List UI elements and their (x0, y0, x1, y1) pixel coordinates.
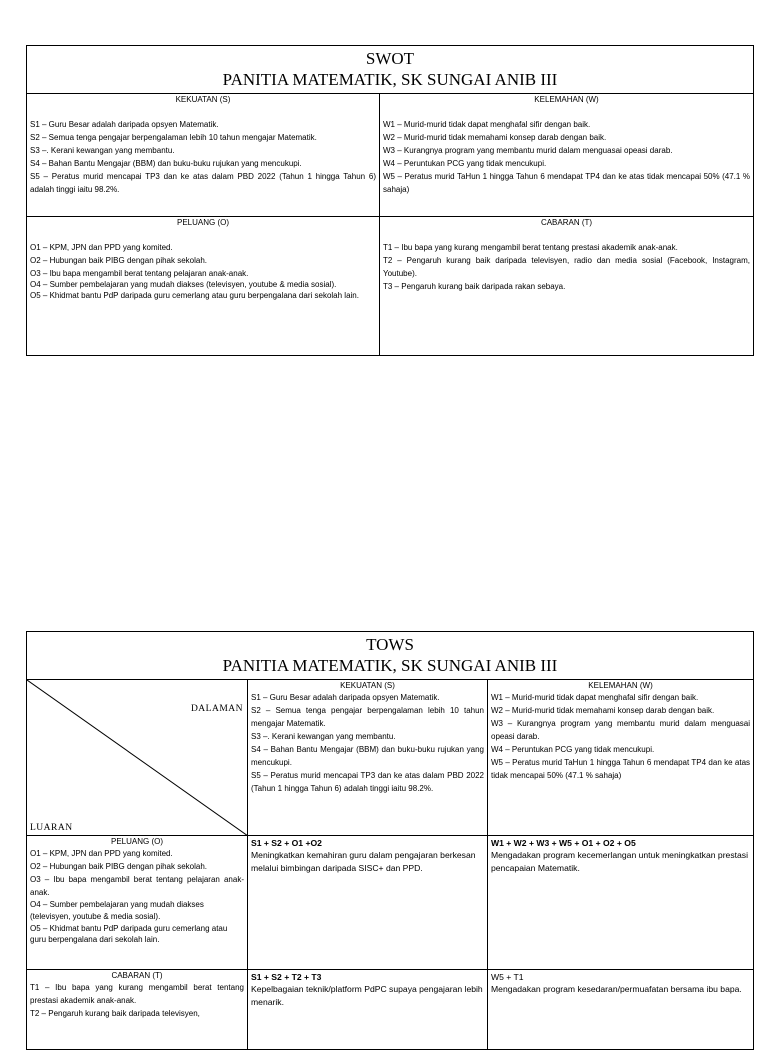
swot-weakness-item: W5 – Peratus murid TaHun 1 hingga Tahun 6 mendapat TP4 dan ke atas tidak mencapai 50% (47.1 % sahaja) (383, 172, 750, 194)
corner-label-internal: DALAMAN (190, 704, 243, 714)
swot-weakness-item: W1 – Murid-murid tidak dapat menghafal sifir dengan baik. (383, 120, 591, 129)
swot-opportunity-item: O4 – Sumber pembelajaran yang mudah diakses (televisyen, youtube & media sosial). (30, 280, 337, 289)
tows-corner-cell (27, 680, 248, 836)
swot-opportunity-item: O5 – Khidmat bantu PdP daripada guru cemerlang atau guru berpengalana dari sekolah lain. (30, 291, 359, 300)
tows-title-line2: PANITIA MATEMATIK, SK SUNGAI ANIB III (222, 656, 558, 675)
tows-opportunity-item: O1 – KPM, JPN dan PPD yang komited. (30, 849, 173, 858)
swot-threats-header: CABARAN (T) (540, 218, 593, 227)
st-strategy-label: S1 + S2 + T2 + T3 (251, 972, 322, 982)
so-strategy-label: S1 + S2 + O1 +O2 (251, 838, 322, 848)
tows-wt-cell (488, 970, 754, 1050)
tows-strength-item: S4 – Bahan Bantu Mengajar (BBM) dan buku-buku rujukan yang mencukupi. (251, 745, 484, 767)
tows-threats-cell (27, 970, 248, 1050)
swot-strength-item: S5 – Peratus murid mencapai TP3 dan ke atas dalam PBD 2022 (Tahun 1 hingga Tahun 6) adalah tinggi iaitu 98.2%. (30, 172, 376, 194)
wo-strategy-text: Mengadakan program kecemerlangan untuk meningkatkan prestasi pencapaian Matematik. (491, 850, 749, 873)
st-strategy-text: Kepelbagaian teknik/platform PdPC supaya pengajaran lebih menarik. (251, 984, 483, 1007)
swot-threat-item: T1 – Ibu bapa yang kurang mengambil berat tentang prestasi akademik anak-anak. (383, 243, 678, 252)
swot-opportunity-item: O2 – Hubungan baik PIBG dengan pihak sekolah. (30, 256, 208, 265)
swot-table (26, 45, 754, 356)
tows-threats-header: CABARAN (T) (111, 971, 163, 980)
tows-threat-item: T2 – Pengaruh kurang baik daripada televisyen, (30, 1009, 200, 1018)
swot-strength-item: S3 –. Kerani kewangan yang membantu. (30, 146, 175, 155)
swot-weakness-item: W4 – Peruntukan PCG yang tidak mencukupi. (383, 159, 547, 168)
swot-strengths-cell (27, 94, 380, 217)
tows-strength-item: S2 – Semua tenga pengajar berpengalaman lebih 10 tahun mengajar Matematik. (251, 706, 484, 728)
tows-opportunity-item: O3 – Ibu bapa mengambil berat tentang pelajaran anak-anak. (30, 875, 244, 897)
swot-title-line1: SWOT (365, 49, 415, 68)
swot-threat-item: T3 – Pengaruh kurang baik daripada rakan sebaya. (383, 282, 566, 291)
swot-opportunity-item: O3 – Ibu bapa mengambil berat tentang pelajaran anak-anak. (30, 269, 249, 278)
tows-weaknesses-header: KELEMAHAN (W) (588, 681, 653, 690)
tows-st-cell (248, 970, 488, 1050)
swot-weakness-item: W3 – Kurangnya program yang membantu murid dalam menguasai opeasi darab. (383, 146, 673, 155)
tows-title-line1: TOWS (366, 635, 414, 654)
tows-threat-item: T1 – Ibu bapa yang kurang mengambil berat tentang prestasi akademik anak-anak. (30, 983, 244, 1005)
wt-strategy-text: Mengadakan program kesedaran/permuafatan bersama ibu bapa. (491, 984, 742, 994)
swot-strength-item: S4 – Bahan Bantu Mengajar (BBM) dan buku-buku rujukan yang mencukupi. (30, 159, 302, 168)
tows-opportunity-item: O4 – Sumber pembelajaran yang mudah diakses (televisyen, youtube & media sosial). (30, 900, 204, 921)
swot-threats-cell (380, 217, 754, 356)
swot-strength-item: S1 – Guru Besar adalah daripada opsyen Matematik. (30, 120, 219, 129)
tows-opportunities-header: PELUANG (O) (110, 837, 163, 846)
tows-strength-item: S5 – Peratus murid mencapai TP3 dan ke atas dalam PBD 2022 (Tahun 1 hingga Tahun 6) adalah tinggi iaitu 98.2%. (251, 771, 484, 793)
swot-weakness-item: W2 – Murid-murid tidak memahami konsep darab dengan baik. (383, 133, 607, 142)
swot-title-line2: PANITIA MATEMATIK, SK SUNGAI ANIB III (222, 70, 558, 89)
tows-weakness-item: W5 – Peratus murid TaHun 1 hingga Tahun 6 mendapat TP4 dan ke atas tidak mencapai 50% (47.1 % sahaja) (491, 758, 751, 780)
swot-opportunity-item: O1 – KPM, JPN dan PPD yang komited. (30, 243, 173, 252)
swot-strength-item: S2 – Semua tenga pengajar berpengalaman lebih 10 tahun mengajar Matematik. (30, 133, 317, 142)
tows-so-cell (248, 836, 488, 970)
swot-weaknesses-cell (380, 94, 754, 217)
tows-title (27, 632, 754, 680)
so-strategy-text: Meningkatkan kemahiran guru dalam pengajaran berkesan melalui bimbingan daripada SISC+ dan PPD. (251, 850, 476, 873)
tows-weakness-item: W3 – Kurangnya program yang membantu murid dalam menguasai opeasi darab. (491, 719, 751, 741)
tows-weakness-item: W4 – Peruntukan PCG yang tidak mencukupi. (491, 745, 655, 754)
tows-table (26, 631, 754, 1050)
swot-threat-item: T2 – Pengaruh kurang baik daripada televisyen, radio dan media sosial (Facebook, Instagram, Youtube). (383, 256, 750, 278)
tows-wo-cell (488, 836, 754, 970)
swot-title (27, 46, 754, 94)
swot-opportunities-cell (27, 217, 380, 356)
corner-label-external: LUARAN (30, 823, 73, 833)
tows-opportunities-cell (27, 836, 248, 970)
tows-weakness-item: W2 – Murid-murid tidak memahami konsep darab dengan baik. (491, 706, 715, 715)
tows-weakness-item: W1 – Murid-murid tidak dapat menghafal sifir dengan baik. (491, 693, 699, 702)
tows-strength-item: S1 – Guru Besar adalah daripada opsyen Matematik. (251, 693, 440, 702)
tows-opportunity-item: O2 – Hubungan baik PIBG dengan pihak sekolah. (30, 862, 208, 871)
tows-strength-item: S3 –. Kerani kewangan yang membantu. (251, 732, 396, 741)
swot-weaknesses-header: KELEMAHAN (W) (534, 95, 599, 104)
tows-opportunity-item: O5 – Khidmat bantu PdP daripada guru cemerlang atau guru berpengalana dari sekolah lain. (30, 924, 228, 944)
wt-strategy-label: W5 + T1 (491, 972, 524, 982)
tows-weaknesses-cell (488, 680, 754, 836)
tows-strengths-cell (248, 680, 488, 836)
swot-opportunities-header: PELUANG (O) (176, 218, 229, 227)
swot-strengths-header: KEKUATAN (S) (175, 95, 231, 104)
tows-strengths-header: KEKUATAN (S) (340, 681, 395, 690)
wo-strategy-label: W1 + W2 + W3 + W5 + O1 + O2 + O5 (491, 838, 636, 848)
